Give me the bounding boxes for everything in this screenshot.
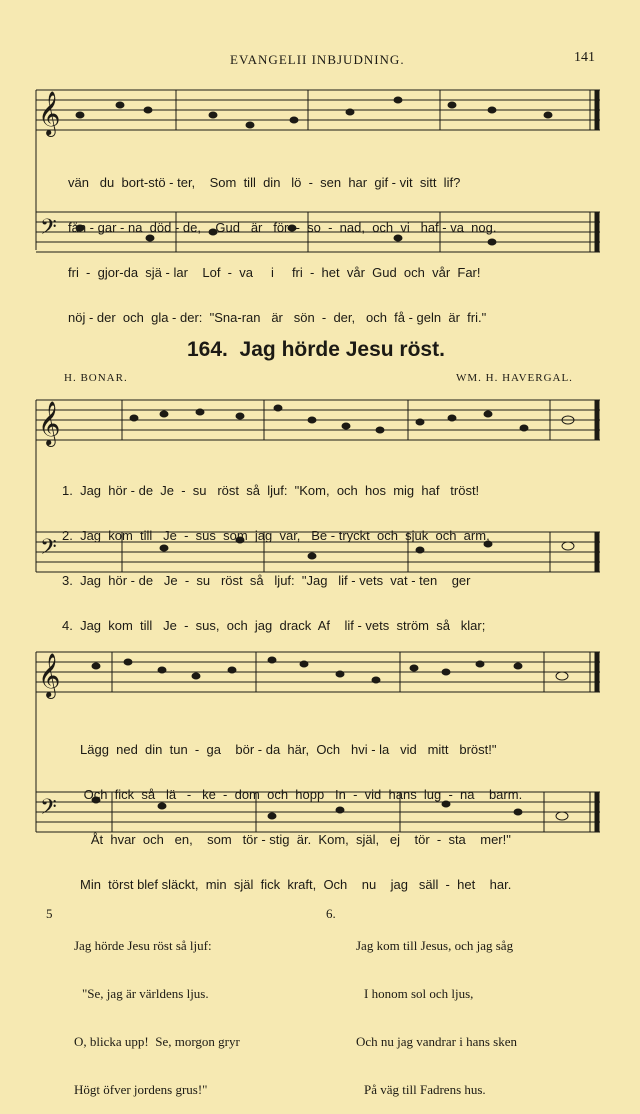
verse-line: Högt öfver jordens grus!" (74, 1082, 208, 1097)
verse-5-number: 5 (46, 906, 53, 921)
hymn-title-text: Jag hörde Jesu röst. (239, 338, 445, 361)
verse-line: Och nu jag vandrar i hans sken (356, 1034, 518, 1049)
lyric-line: Åt hvar och en, som tör - stig är. Kom, själ, ej tör - sta mer!" (80, 832, 511, 847)
bass-clef-icon: 𝄢 (40, 795, 57, 824)
stanza-b-lyrics (80, 712, 522, 907)
lyric-line: vän du bort-stö - ter, Som till din lö - sen har gif - vit sitt lif? (68, 175, 461, 190)
verse-line: På väg till Fadrens hus. (364, 1082, 486, 1097)
verse-line: Jag kom till Jesus, och jag såg (356, 938, 514, 953)
lyric-line: 3. Jag hör - de Je - su röst så ljuf: "Jag lif - vets vat - ten ger (62, 573, 471, 588)
verse-6-number: 6. (326, 906, 336, 921)
hymn-title (187, 338, 445, 362)
treble-clef-icon: 𝄞 (38, 403, 61, 445)
verse-line: Jag hörde Jesu röst så ljuf: (74, 938, 212, 953)
treble-clef-icon: 𝄞 (38, 93, 61, 135)
lyric-line: Och fick så lä - ke - dom och hopp In - vid hans lug - na barm. (80, 787, 523, 802)
text-author: H. BONAR. (64, 372, 128, 384)
lyric-line: Min törst blef släckt, min själ fick kraft, Och nu jag säll - het har. (80, 877, 512, 892)
stanza-a-lyrics (62, 453, 490, 648)
lyric-line: nöj - der och gla - der: "Sna-ran är sön - der, och få - geln är fri." (68, 310, 487, 325)
verse-5 (74, 906, 240, 1114)
music-composer: WM. H. HAVERGAL. (456, 372, 573, 384)
verse-line: "Se, jag är världens ljus. (82, 986, 209, 1001)
hymn-number: 164. (187, 338, 228, 361)
top-lyrics (68, 145, 496, 340)
page-number: 141 (574, 50, 595, 65)
treble-clef-icon: 𝄞 (38, 655, 61, 697)
lyric-line: fån - gar - na död - de, Gud är för - so - nad, och vi haf - va nog. (68, 220, 497, 235)
verse-line: O, blicka upp! Se, morgon gryr (74, 1034, 240, 1049)
running-header: EVANGELII INBJUDNING. (230, 52, 405, 67)
bass-clef-icon: 𝄢 (40, 535, 57, 564)
lyric-line: 1. Jag hör - de Je - su röst så ljuf: "Kom, och hos mig haf tröst! (62, 483, 480, 498)
verse-6 (356, 906, 517, 1114)
verse-line: I honom sol och ljus, (364, 986, 474, 1001)
lyric-line: fri - gjor-da sjä - lar Lof - va i fri - het vår Gud och vår Far! (68, 265, 481, 280)
bass-clef-icon: 𝄢 (40, 215, 57, 244)
lyric-line: 2. Jag kom till Je - sus som jag var, Be - tryckt och sjuk och arm, (62, 528, 490, 543)
lyric-line: Lägg ned din tun - ga bör - da här, Och hvi - la vid mitt bröst!" (80, 742, 497, 757)
lyric-line: 4. Jag kom till Je - sus, och jag drack Af lif - vets ström så klar; (62, 618, 486, 633)
